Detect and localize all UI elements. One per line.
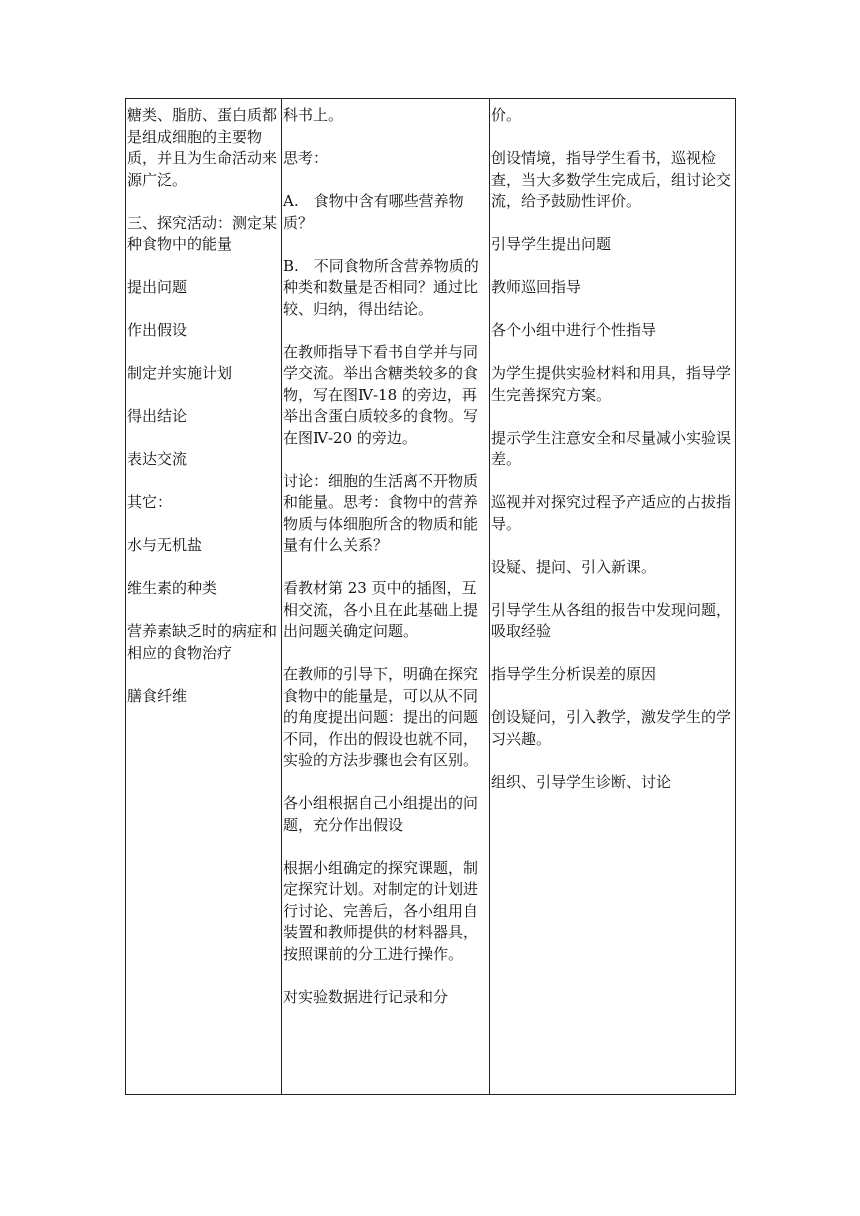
guidance-paragraph: 为学生提供实验材料和用具，指导学生完善探究方案。 <box>491 364 732 404</box>
activity-paragraph: 在教师的引导下，明确在探究食物中的能量是，可以从不同的角度提出问题：提出的问题不同，作出的假设也就不同，实验的方法步骤也会有区别。 <box>283 665 479 769</box>
content-paragraph: 水与无机盐 <box>127 536 203 554</box>
activity-paragraph: 对实验数据进行记录和分 <box>283 987 449 1006</box>
activity-paragraph: A. 食物中含有哪些营养物质？ <box>283 192 464 232</box>
guidance-paragraph: 教师巡回指导 <box>491 278 582 296</box>
guidance-paragraph: 创设疑问，引入教学，激发学生的学习兴趣。 <box>491 708 732 748</box>
content-paragraph: 作出假设 <box>127 321 188 339</box>
content-paragraph: 其它： <box>127 493 173 511</box>
guidance-paragraph: 巡视并对探究过程予产适应的占拔指导。 <box>491 493 732 533</box>
activity-paragraph: B. 不同食物所含营养物质的种类和数量是否相同？通过比较、归纳，得出结论。 <box>283 256 479 318</box>
guidance-paragraph: 指导学生分析误差的原因 <box>491 665 657 683</box>
activity-paragraph: 科书上。 <box>283 106 344 124</box>
content-paragraph: 维生素的种类 <box>127 579 218 597</box>
content-paragraph: 糖类、脂肪、蛋白质都是组成细胞的主要物质，并且为生命活动来源广泛。 <box>127 106 278 189</box>
content-paragraph: 三、探究活动：测定某种食物中的能量 <box>127 213 278 253</box>
activity-paragraph: 看教材第 23 页中的插图，互相交流，各小且在此基础上提出问题关确定问题。 <box>283 579 479 640</box>
activity-paragraph: 各小组根据自己小组提出的问题，充分作出假设 <box>283 794 479 834</box>
guidance-paragraph: 引导学生提出问题 <box>491 235 612 253</box>
content-paragraph: 膳食纤维 <box>127 686 188 705</box>
guidance-paragraph: 价。 <box>491 106 522 124</box>
teacher-activity-column <box>490 99 735 1094</box>
guidance-paragraph: 创设情境，指导学生看书，巡视检查，当大多数学生完成后，组讨论交流，给予鼓励性评价。 <box>491 149 732 210</box>
lesson-plan-table <box>125 98 736 1095</box>
guidance-paragraph: 引导学生从各组的报告中发现问题，吸取经验 <box>491 600 732 640</box>
guidance-paragraph: 提示学生注意安全和尽量减小实验误差。 <box>491 428 732 468</box>
student-activity-column <box>282 99 490 1094</box>
guidance-paragraph: 组织、引导学生诊断、讨论 <box>491 772 672 791</box>
content-column <box>126 99 282 1094</box>
content-paragraph: 得出结论 <box>127 407 188 425</box>
activity-paragraph: 思考： <box>283 149 329 167</box>
content-paragraph: 制定并实施计划 <box>127 364 233 382</box>
content-paragraph: 提出问题 <box>127 278 188 296</box>
activity-paragraph: 在教师指导下看书自学并与同学交流。举出含糖类较多的食物，写在图Ⅳ-18 的旁边，再举出含蛋白质较多的食物。写在图Ⅳ-20 的旁边。 <box>283 342 479 447</box>
content-paragraph: 营养素缺乏时的病症和相应的食物治疗 <box>127 622 278 662</box>
guidance-paragraph: 设疑、提问、引入新课。 <box>491 557 657 576</box>
content-paragraph: 表达交流 <box>127 450 188 468</box>
activity-paragraph: 讨论：细胞的生活离不开物质和能量。思考：食物中的营养物质与体细胞所含的物质和能量有什么关系？ <box>283 471 479 554</box>
guidance-paragraph: 各个小组中进行个性指导 <box>491 321 657 339</box>
activity-paragraph: 根据小组确定的探究课题，制定探究计划。对制定的计划进行讨论、完善后，各小组用自装置和教师提供的材料器具，按照课前的分工进行操作。 <box>283 858 479 963</box>
